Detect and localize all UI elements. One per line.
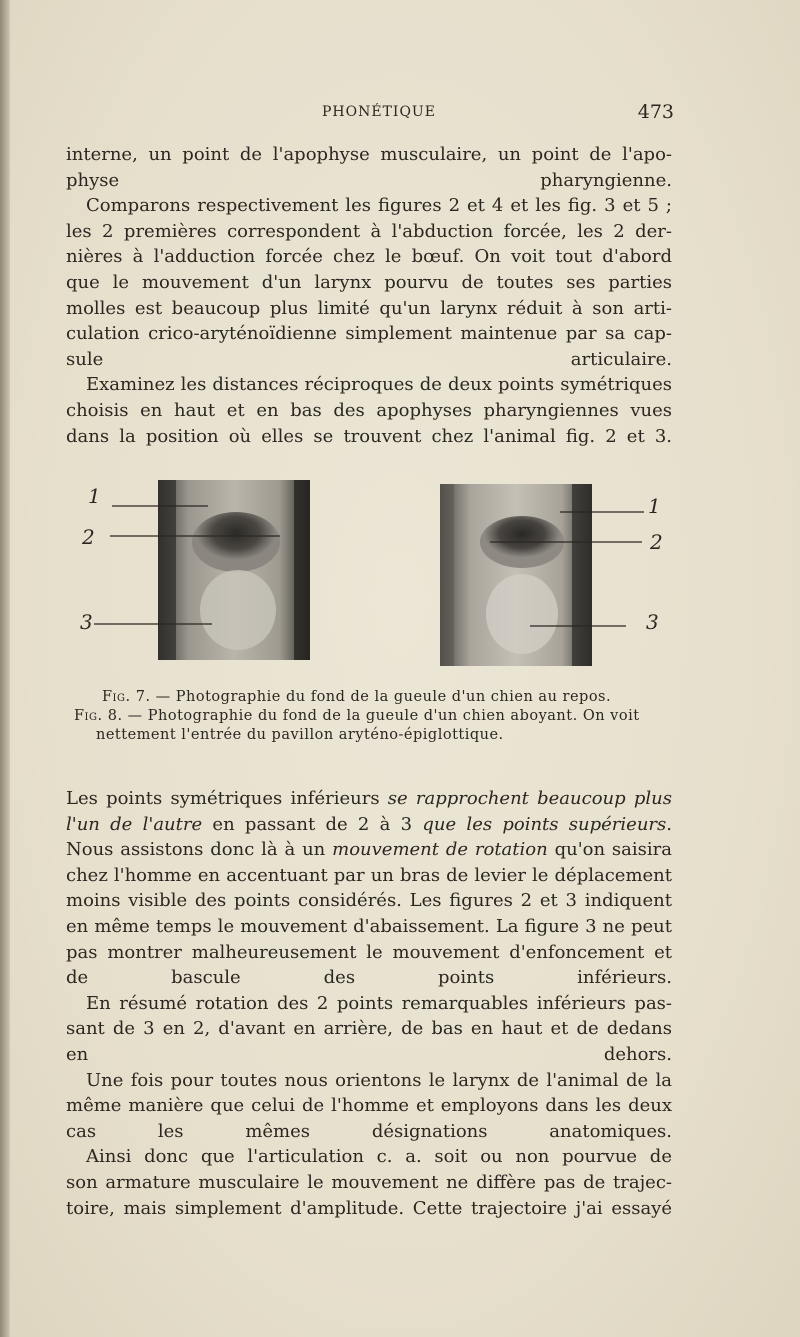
caption-text: — Photographie du fond de la gueule d'un chien aboyant. On voit bbox=[127, 708, 640, 724]
text-line: molles est beaucoup plus limité qu'un larynx réduit à son arti- bbox=[66, 297, 672, 319]
text-line: de bascule des points inférieurs. bbox=[66, 967, 672, 989]
text-line: Examinez les distances réciproques de deux points symétriques bbox=[86, 374, 672, 396]
text-line: toire, mais simplement d'amplitude. Cette trajectoire j'ai essayé bbox=[66, 1197, 672, 1219]
text-line: nières à l'adduction forcée chez le bœuf. On voit tout d'abord bbox=[66, 246, 672, 268]
figures bbox=[60, 470, 680, 680]
caption-label: Fig. 7. bbox=[102, 689, 151, 705]
text-line bbox=[66, 812, 672, 838]
italic-run: mouvement de rotation bbox=[332, 839, 548, 861]
text-line: chez l'homme en accentuant par un bras de levier le déplacement bbox=[66, 864, 672, 886]
text-line: Ainsi donc que l'articulation c. a. soit ou non pourvue de bbox=[86, 1146, 672, 1168]
text-line: En résumé rotation des 2 points remarquables inférieurs pas- bbox=[86, 992, 672, 1014]
text-run: en passant de 2 à 3 bbox=[202, 813, 423, 835]
text-line: pas montrer malheureusement le mouvement d'enfoncement et bbox=[66, 941, 672, 963]
text-run: qu'on saisira bbox=[547, 839, 672, 861]
fig7-label-3: 3 bbox=[80, 610, 93, 634]
text-line: en même temps le mouvement d'abaissement. La figure 3 ne peut bbox=[66, 915, 672, 937]
caption-fig-7 bbox=[74, 688, 670, 707]
italic-run: se rapprochent beaucoup plus bbox=[387, 788, 673, 809]
text-run: . bbox=[666, 813, 672, 835]
text-run: Les points symétriques inférieurs bbox=[66, 788, 388, 809]
paragraph bbox=[66, 991, 672, 1068]
fig7-label-2: 2 bbox=[82, 525, 95, 549]
text-line: sule articulaire. bbox=[66, 348, 672, 370]
text-line: culation crico-aryténoïdienne simplement maintenue par sa cap- bbox=[66, 323, 672, 345]
text-line: que le mouvement d'un larynx pourvu de toutes ses parties bbox=[66, 271, 672, 293]
paragraph bbox=[66, 193, 672, 372]
text-line: moins visible des points considérés. Les figures 2 et 3 indiquent bbox=[66, 890, 672, 912]
running-head: PHONÉTIQUE bbox=[322, 104, 436, 120]
paragraph bbox=[66, 1068, 672, 1145]
fig8-label-1: 1 bbox=[648, 494, 661, 518]
text-line: Une fois pour toutes nous orientons le larynx de l'animal de la bbox=[86, 1069, 672, 1091]
page-number: 473 bbox=[637, 101, 674, 123]
text-line: cas les mêmes désignations anatomiques. bbox=[66, 1120, 672, 1142]
text-bottom bbox=[66, 786, 672, 1221]
fig8-label-2: 2 bbox=[650, 530, 663, 554]
fig7-label-1: 1 bbox=[88, 484, 101, 508]
caption-fig-8-cont: nettement l'entrée du pavillon aryténo-épiglottique. bbox=[96, 727, 504, 743]
text-line: en dehors. bbox=[66, 1043, 672, 1065]
text-line: choisis en haut et en bas des apophyses pharyngiennes vues bbox=[66, 399, 672, 421]
text-line bbox=[66, 786, 672, 812]
text-line: son armature musculaire le mouvement ne diffère pas de trajec- bbox=[66, 1171, 672, 1193]
caption-fig-8 bbox=[74, 707, 670, 726]
fig8-label-3: 3 bbox=[646, 610, 659, 634]
text-line: les 2 premières correspondent à l'abduction forcée, les 2 der- bbox=[66, 220, 672, 242]
page-header bbox=[60, 101, 680, 128]
text-line: interne, un point de l'apophyse musculaire, un point de l'apo- bbox=[66, 144, 672, 165]
text-line: dans la position où elles se trouvent chez l'animal fig. 2 et 3. bbox=[66, 425, 672, 447]
caption-text: — Photographie du fond de la gueule d'un chien au repos. bbox=[155, 689, 612, 705]
figure-captions bbox=[74, 688, 670, 745]
paragraph bbox=[66, 786, 672, 991]
text-run: Nous assistons donc là à un bbox=[66, 839, 333, 861]
text-top bbox=[66, 142, 672, 449]
text-line: sant de 3 en 2, d'avant en arrière, de bas en haut et de dedans bbox=[66, 1018, 672, 1040]
page-spine-shadow bbox=[0, 0, 10, 1337]
caption-label: Fig. 8. bbox=[74, 708, 123, 724]
paragraph bbox=[66, 372, 672, 449]
paragraph bbox=[66, 1144, 672, 1221]
paragraph bbox=[66, 142, 672, 193]
text-line: physe pharyngienne. bbox=[66, 169, 672, 191]
italic-run: que les points supérieurs bbox=[422, 813, 667, 835]
text-line: même manière que celui de l'homme et employons dans les deux bbox=[66, 1095, 672, 1117]
figure-leader-lines bbox=[60, 470, 680, 680]
italic-run: l'un de l'autre bbox=[66, 813, 203, 835]
text-line: Comparons respectivement les figures 2 et 4 et les fig. 3 et 5 ; bbox=[86, 195, 672, 217]
text-line bbox=[66, 837, 672, 863]
